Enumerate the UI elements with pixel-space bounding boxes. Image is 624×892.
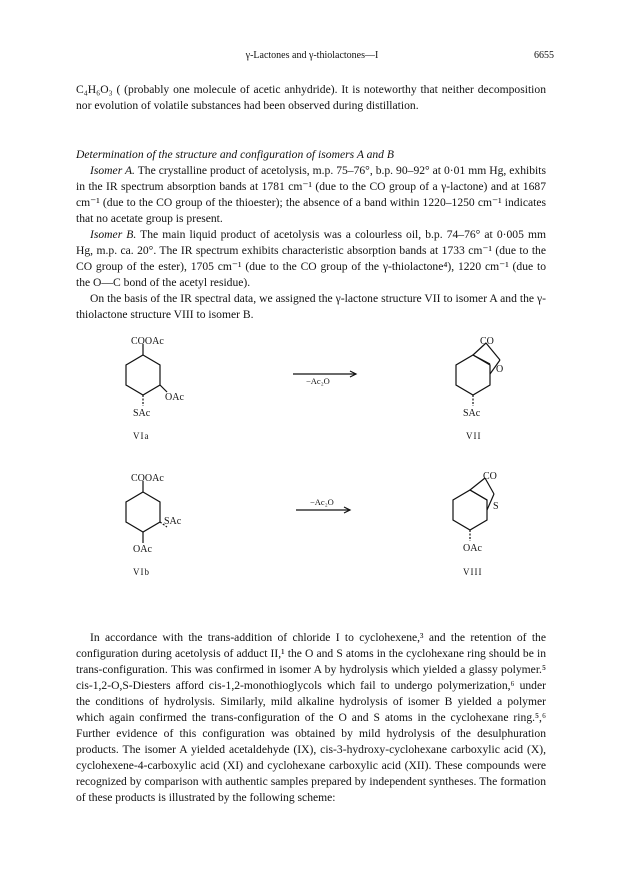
section-heading: Determination of the structure and configuration of isomers A and B	[76, 148, 394, 161]
basis-paragraph: On the basis of the IR spectral data, we assigned the γ-lactone structure VII to isomer A and the γ-thiolactone structure VIII to isomer B.	[76, 292, 546, 321]
via-bottom-group: SAc	[133, 408, 151, 419]
viii-ring	[453, 490, 487, 530]
viii-ring-atom: S	[493, 501, 499, 512]
paragraph-configuration	[76, 630, 546, 806]
vii-bottom-group: SAc	[463, 408, 481, 419]
configuration-text: In accordance with the trans-addition of chloride I to cyclohexene,³ and the retention of the configuration during acetolysis of adduct II,¹ the O and S atoms in the cyclohexane ring should be in trans-configuration. This was confirmed in isomer A by hydrolysis which yielded a glassy polymer.⁵ cis-1,2-O,S-Diesters afford cis-1,2-monothioglycols which fail to undergo polymerization,⁶ under the conditions of hydrolysis. Similarly, mild alkaline hydrolysis of isomer B yielded a polymer which again confirmed the trans-configuration of the O and S atoms in the cyclohexane ring.⁵,⁶ Further evidence of this configuration was obtained by mild hydrolysis of the desulphuration products. The isomer A yielded acetaldehyde (IX), cis-3-hydroxy-cyclohexane carboxylic acid (X), cyclohexene-4-carboxylic acid (XI) and cyclohexane carboxylic acid (XII). These compounds were recognized by comparison with authentic samples prepared by independent syntheses. The formation of these products is illustrated by the following scheme:	[76, 631, 546, 804]
arrow-2-label: −Ac₂O	[310, 497, 334, 507]
via-side-group: OAc	[165, 392, 184, 403]
vib-ring	[126, 492, 160, 532]
vii-label: VII	[466, 431, 482, 441]
vib-label: VIb	[133, 567, 150, 577]
viii-top-group: CO	[483, 471, 497, 482]
vii-top-group: CO	[480, 336, 494, 347]
arrow-1-label: −Ac₂O	[306, 376, 330, 386]
isomer-b-label: Isomer B.	[90, 228, 137, 241]
isomer-a-text: The crystalline product of acetolysis, m.p. 75–76°, b.p. 90–92° at 0·01 mm Hg, exhibits in the IR spectrum absorption bands at 1781 cm⁻¹ (due to the CO group of a γ-lactone) and at 1687 cm⁻¹ (due to the CO group of the thioester); the absence of a band within 1220–1250 cm⁻¹ indicates that no acetate group is present.	[76, 164, 546, 225]
via-ring	[126, 355, 160, 395]
viii-label: VIII	[463, 567, 483, 577]
isomer-a-label: Isomer A.	[90, 164, 135, 177]
viii-bottom-group: OAc	[463, 543, 482, 554]
vib-bottom-group: OAc	[133, 544, 152, 555]
running-title: γ-Lactones and γ-thiolactones—I	[245, 50, 379, 61]
paragraph-text: C₄H₆O₃ ( (probably one molecule of acetic anhydride). It is noteworthy that neither decomposition nor evolution of volatile substances had been observed during distillation.	[76, 83, 546, 112]
vii-ring-atom: O	[496, 364, 504, 375]
vib-side-group: SAc	[164, 516, 182, 527]
page-number: 6655	[534, 50, 554, 61]
via-top-group: COOAc	[131, 336, 164, 347]
via-label: VIa	[133, 431, 150, 441]
isomer-b-text: The main liquid product of acetolysis was a colourless oil, b.p. 74–76° at 0·005 mm Hg, m.p. ca. 20°. The IR spectrum exhibits characteristic absorption bands at 1733 cm⁻¹ (due to the CO group of the ester), 1705 cm⁻¹ (due to the CO group of the γ-thiolactone⁴), 1220 cm⁻¹ (due to the O—C bond of the acetyl residue).	[76, 228, 546, 289]
vib-top-group: COOAc	[131, 473, 164, 484]
